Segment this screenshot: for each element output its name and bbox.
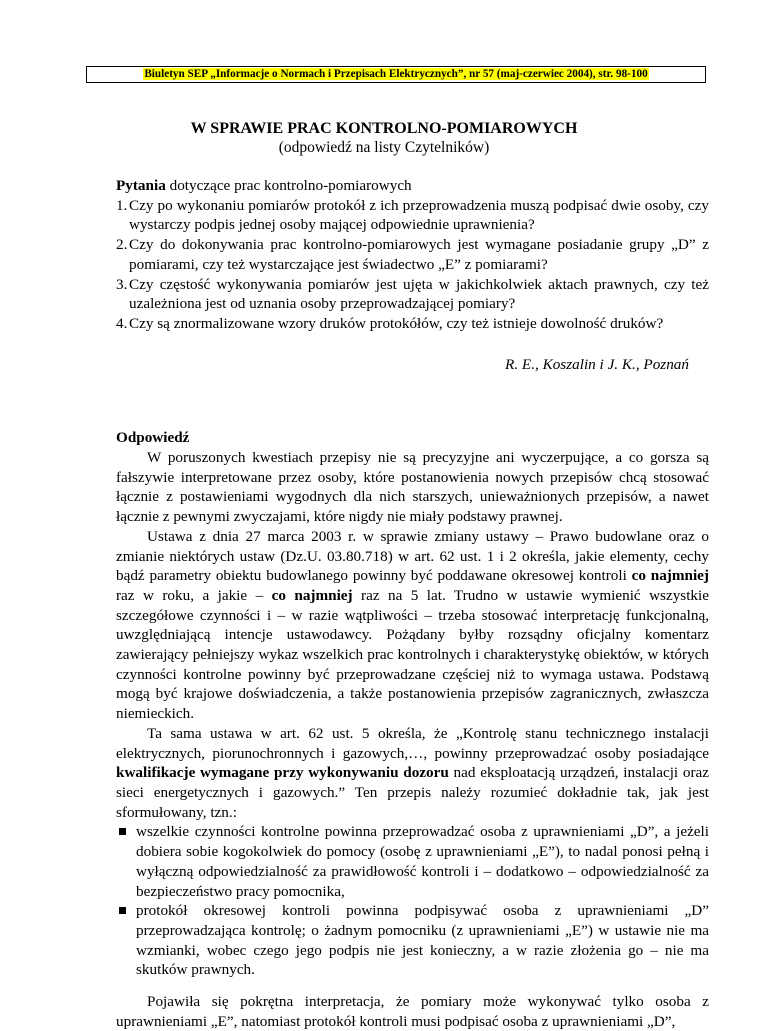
answer-paragraph-3 (116, 724, 709, 823)
answer-paragraph-1: W poruszonych kwestiach przepisy nie są precyzyjne ani wyczerpujące, a co gorsza są fałszywie interpretowane przez osoby, które postanowienia nowych przepisów chcą stosować łącznie z postawieniami wygodnych dla nich starszych, unieważnionych przepisów, a nawet łącznie z pewnymi zwyczajami, które nigdy nie miały podstawy prawnej. (116, 449, 709, 526)
question-number: 1. (116, 196, 128, 214)
question-item (116, 314, 709, 334)
question-text: Czy są znormalizowane wzory druków protokółów, czy też istnieje dowolność druków? (129, 314, 664, 332)
questions-intro (116, 176, 709, 196)
question-item (116, 275, 709, 314)
square-bullet-icon (119, 828, 126, 835)
question-text: Czy częstość wykonywania pomiarów jest ujęta w jakichkolwiek aktach prawnych, czy też uzależniona jest od uznania osoby przeprowadzającej pomiary? (129, 275, 709, 313)
bulletin-header (86, 66, 706, 83)
article-subtitle: (odpowiedź na listy Czytelników) (278, 139, 490, 156)
text-run: nad eksploatacją urządzeń, instalacji oraz sieci energetycznych i gazowych.” Ten przepis należy rozumieć dokładnie tak, jak jest sformułowany, tzn.: (116, 764, 709, 821)
question-signature: R. E., Koszalin i J. K., Poznań (505, 355, 689, 373)
text-run: raz w roku, a jakie – (116, 586, 272, 604)
emphasis: kwalifikacje wymagane przy wykonywaniu dozoru (116, 764, 449, 782)
emphasis: co najmniej (631, 567, 709, 585)
answer-paragraph-4: Pojawiła się pokrętna interpretacja, że pomiary może wykonywać tylko osoba z uprawnieniami „E”, natomiast protokół kontroli musi podpisać osoba z uprawnieniami „D”, (116, 993, 709, 1030)
text-run: raz na 5 lat. Trudno w ustawie wymienić wszystkie szczegółowe czynności i – w razie wątpliwości – trzeba stosować interpretację funkcjonalną, uwzględniającą intencje ustawodawcy. Pożądany byłby rozsądny oficjalny komentarz zawierający pełniejszy wykaz wszelkich prac kontrolnych i charakterystykę obiektów, w których czynności kontrolne powinny być przeprowadzane częściej niż to wymaga ustawa. Podstawą mogą być krajowe doświadczenia, a także postanowienia przepisów zagranicznych, zwłaszcza niemieckich. (116, 586, 709, 723)
bullet-item (116, 822, 709, 901)
text-run: Ta sama ustawa w art. 62 ust. 5 określa, że „Kontrolę stanu technicznego instalacji elektrycznych, piorunochronnych i gazowych,…, powinny przeprowadzać osoby posiadające (116, 724, 709, 762)
bullet-text: protokół okresowej kontroli powinna podpisywać osoba z uprawnieniami „D” przeprowadzająca kontrolę; o żadnym pomocniku (z uprawnieniami „E”) w ustawie nie ma wzmianki, wobec czego jego podpis nie jest konieczny, a w razie złożenia go – nie ma skutków prawnych. (136, 902, 709, 979)
questions-list (116, 196, 709, 334)
questions-intro-rest: dotyczące prac kontrolno-pomiarowych (165, 177, 412, 194)
bullet-item (116, 901, 709, 980)
square-bullet-icon (119, 907, 126, 914)
question-number: 2. (116, 236, 128, 254)
question-number: 3. (116, 275, 128, 293)
question-text: Czy do dokonywania prac kontrolno-pomiarowych jest wymagane posiadanie grupy „D” z pomiarami, czy też wystarczające jest świadectwo „E” z pomiarami? (129, 236, 709, 273)
answer-paragraph-2 (116, 527, 709, 724)
answer-heading: Odpowiedź (116, 429, 190, 447)
article-title: W SPRAWIE PRAC KONTROLNO-POMIAROWYCH (190, 120, 578, 137)
bulletin-header-text: Biuletyn SEP „Informacje o Normach i Przepisach Elektrycznych”, nr 57 (maj-czerwiec 2004), str. 98-100 (144, 68, 648, 80)
question-text: Czy po wykonaniu pomiarów protokół z ich przeprowadzenia muszą podpisać dwie osoby, czy wystarczy podpis jednej osoby mającej odpowiednie uprawnienia? (129, 196, 709, 234)
article-body (116, 176, 709, 1031)
questions-intro-bold: Pytania (116, 177, 166, 194)
emphasis: co najmniej (271, 586, 353, 604)
question-number: 4. (116, 314, 128, 332)
text-run: Ustawa z dnia 27 marca 2003 r. w sprawie zmiany ustawy – Prawo budowlane oraz o zmianie niektórych ustaw (Dz.U. 03.80.718) w art. 62 ust. 1 i 2 określa, jakie elementy, cechy bądź parametry obiektu budowlanego powinny być poddawane okresowej kontroli (116, 527, 709, 585)
question-item (116, 196, 709, 235)
question-item (116, 235, 709, 274)
bullet-list (116, 822, 709, 980)
bullet-text: wszelkie czynności kontrolne powinna przeprowadzać osoba z uprawnieniami „D”, a jeżeli dobiera sobie kogokolwiek do pomocy (osobę z uprawnieniami „E”), to nadal ponosi pełną i wyłączną odpowiedzialność za prawidłowość kontroli i – dodatkowo – odpowiedzialność za bezpieczeństwo pracy pomocnika, (136, 823, 709, 900)
